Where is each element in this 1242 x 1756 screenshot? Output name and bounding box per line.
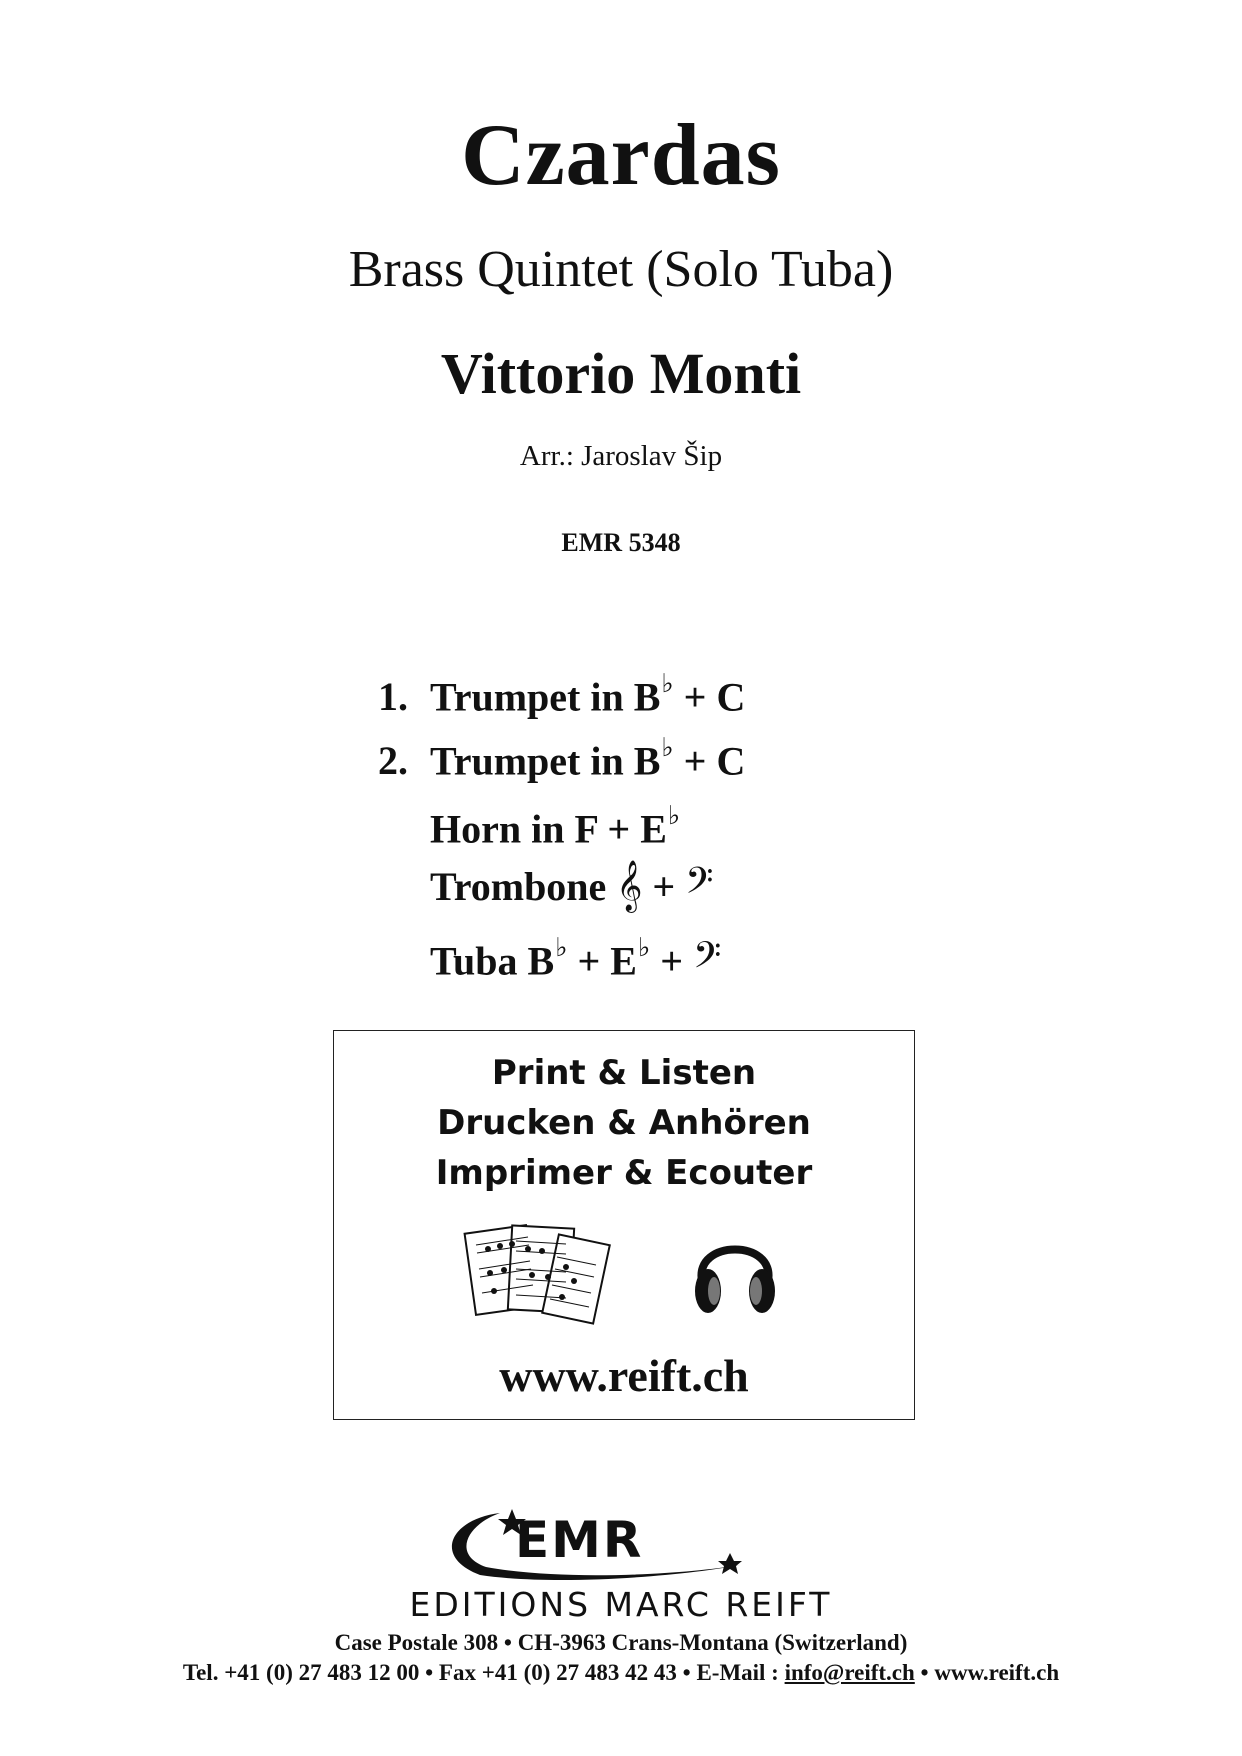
part-horn: Horn in F + E♭ (430, 801, 681, 852)
logo-text: EMR (515, 1511, 644, 1569)
part-trombone: Trombone 𝄞 + 𝄢 (430, 860, 714, 911)
catalog-number: EMR 5348 (561, 528, 681, 557)
part-tuba: Tuba B♭ + E♭ + 𝄢 (430, 933, 722, 986)
treble-clef-icon: 𝄞 (616, 860, 643, 911)
promo-line-english: Print & Listen (491, 1053, 757, 1093)
subtitle: Brass Quintet (Solo Tuba) (348, 241, 894, 298)
page-title: Czardas (461, 107, 781, 204)
part-trumpet-1: 1. Trumpet in B♭ + C (378, 669, 746, 720)
website-link[interactable]: www.reift.ch (499, 1350, 749, 1401)
composer: Vittorio Monti (440, 341, 802, 406)
emr-logo (440, 1505, 800, 1585)
headphones-icon (690, 1219, 780, 1324)
bass-clef-icon: 𝄢 (693, 934, 722, 986)
arranger: Arr.: Jaroslav Šip (519, 440, 723, 472)
part-trumpet-2: 2. Trumpet in B♭ + C (378, 733, 746, 784)
print-listen-box (333, 1030, 915, 1420)
flat-sign: ♭ (555, 933, 568, 962)
flat-sign: ♭ (661, 733, 674, 762)
flat-sign: ♭ (661, 669, 674, 698)
publisher-name: EDITIONS MARC REIFT (409, 1585, 833, 1624)
flat-sign: ♭ (667, 801, 681, 830)
publisher-contact: Tel. +41 (0) 27 483 12 00 • Fax +41 (0) 27 483 42 43 • E-Mail : info@reift.ch • www.reift.ch (182, 1660, 1060, 1685)
sheet-music-icon (462, 1219, 612, 1334)
publisher-address: Case Postale 308 • CH-3963 Crans-Montana (Switzerland) (334, 1630, 908, 1655)
email-link[interactable]: info@reift.ch (784, 1660, 915, 1685)
promo-line-french: Imprimer & Ecouter (435, 1153, 813, 1193)
bass-clef-icon: 𝄢 (685, 860, 714, 911)
promo-line-german: Drucken & Anhören (437, 1103, 811, 1143)
flat-sign: ♭ (637, 933, 651, 962)
